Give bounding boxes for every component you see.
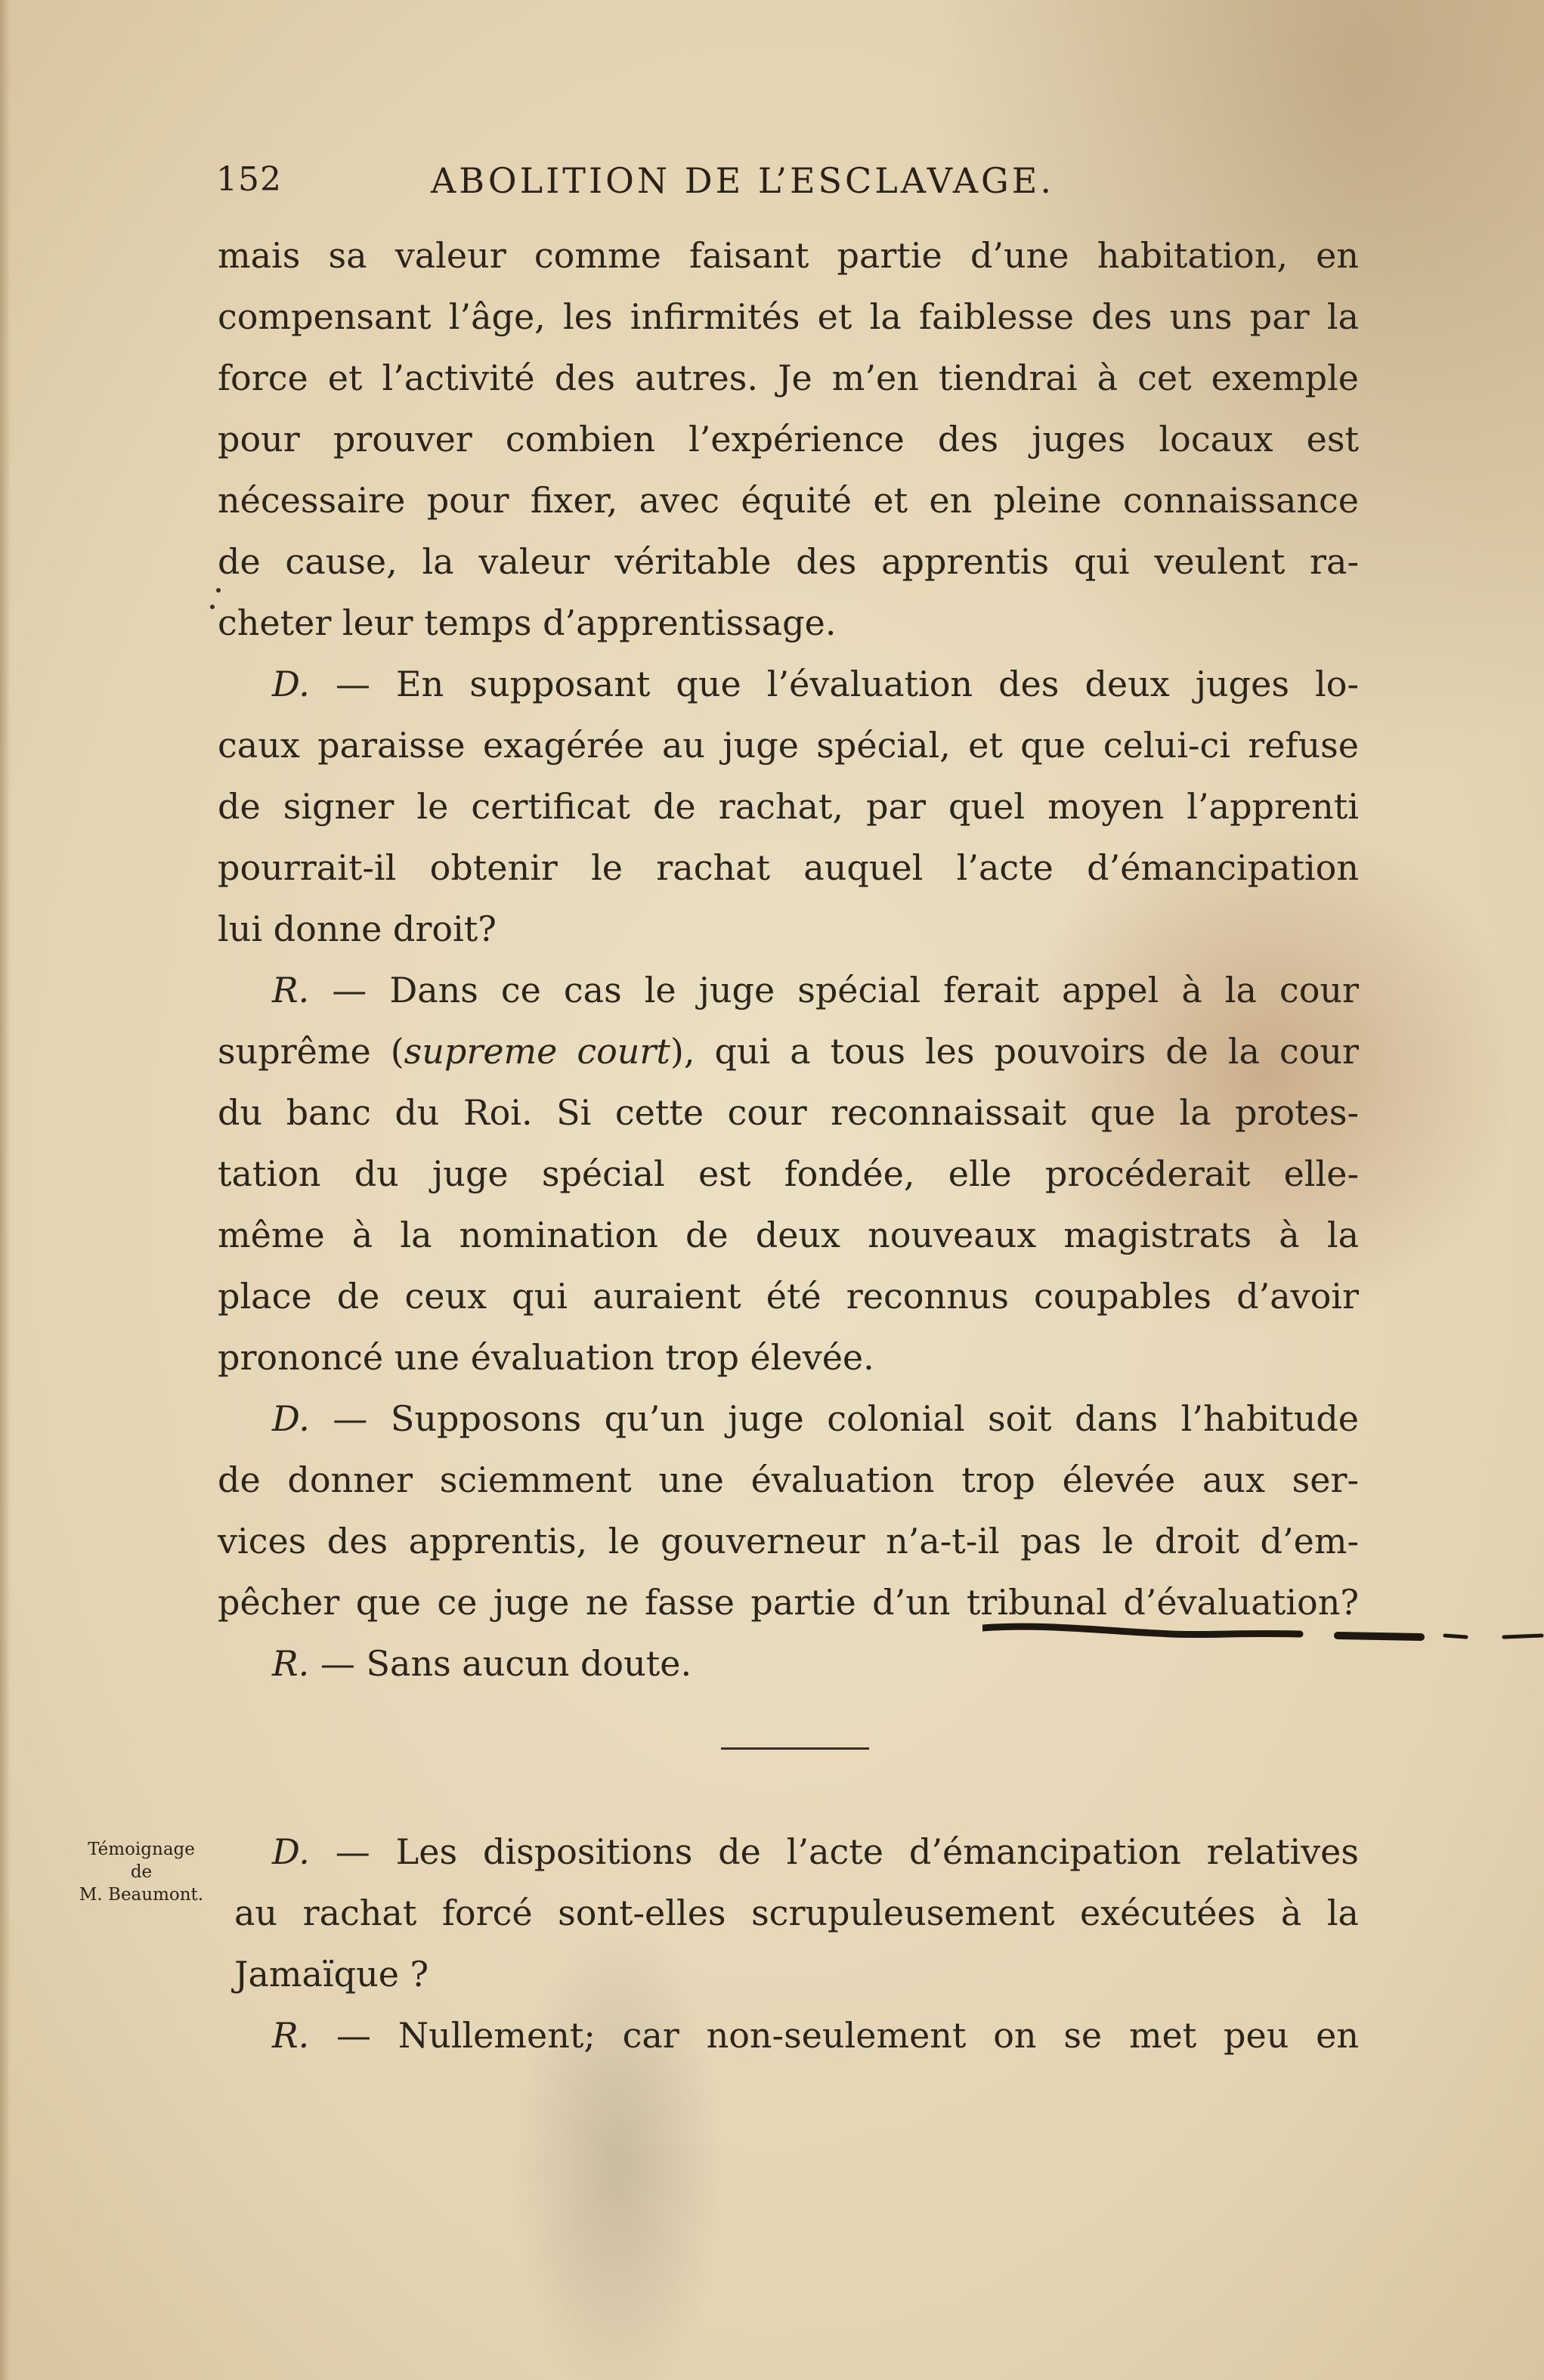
speaker-label: D. bbox=[272, 1398, 310, 1439]
body-line: de signer le certificat de rachat, par quel moyen l’apprenti bbox=[218, 786, 1359, 827]
answer-line bbox=[272, 967, 1359, 1013]
margin-note-line: Témoignage bbox=[88, 1840, 195, 1859]
question-line bbox=[272, 1396, 1359, 1441]
body-line: force et l’activité des autres. Je m’en tiendrai à cet exemple bbox=[218, 357, 1359, 398]
body-line: place de ceux qui auraient été reconnus coupables d’avoir bbox=[218, 1276, 1359, 1317]
ink-speck bbox=[216, 588, 221, 593]
body-line: caux paraisse exagérée au juge spécial, et que celui-ci refuse bbox=[218, 725, 1359, 766]
answer-text: — Sans aucun doute. bbox=[309, 1643, 692, 1684]
ink-stroke-decoration bbox=[982, 1617, 1544, 1655]
speaker-label: D. bbox=[272, 664, 310, 704]
page-number: 152 bbox=[216, 160, 282, 199]
answer-text: — Nullement; car non-seulement on se met peu en bbox=[309, 2015, 1359, 2056]
margin-note-line: de bbox=[130, 1862, 153, 1882]
body-line: Jamaïque ? bbox=[234, 1954, 429, 1995]
question-text: — Supposons qu’un juge colonial soit dans l’habitude bbox=[309, 1398, 1359, 1439]
body-line: de cause, la valeur véritable des apprentis qui veulent ra- bbox=[218, 541, 1359, 582]
body-line: pour prouver combien l’expérience des juges locaux est bbox=[218, 419, 1359, 460]
question-text: — En supposant que l’évaluation des deux juges lo- bbox=[309, 664, 1359, 704]
body-line: tation du juge spécial est fondée, elle procéderait elle- bbox=[218, 1153, 1359, 1194]
body-line bbox=[218, 1029, 1359, 1074]
running-title: ABOLITION DE L’ESCLAVAGE. bbox=[431, 160, 1054, 201]
body-line: du banc du Roi. Si cette cour reconnaissait que la protes- bbox=[218, 1092, 1359, 1133]
ink-speck bbox=[210, 605, 215, 609]
question-line bbox=[272, 1829, 1359, 1874]
body-line: au rachat forcé sont-elles scrupuleusement exécutées à la bbox=[234, 1893, 1359, 1933]
body-line: vices des apprentis, le gouverneur n’a-t-il pas le droit d’em- bbox=[218, 1521, 1359, 1561]
body-line: lui donne droit? bbox=[218, 908, 497, 949]
page-edge-shadow bbox=[0, 0, 11, 2380]
body-line: même à la nomination de deux nouveaux magistrats à la bbox=[218, 1215, 1359, 1255]
italic-term: supreme court bbox=[404, 1031, 670, 1072]
body-line: compensant l’âge, les infirmités et la faiblesse des uns par la bbox=[218, 296, 1359, 337]
margin-note-line: M. Beaumont. bbox=[79, 1885, 204, 1905]
body-line: de donner sciemment une évaluation trop élevée aux ser- bbox=[218, 1459, 1359, 1500]
line-text-after: ), qui a tous les pouvoirs de la cour bbox=[670, 1031, 1360, 1072]
body-line: nécessaire pour fixer, avec équité et en pleine connaissance bbox=[218, 480, 1359, 521]
body-line: mais sa valeur comme faisant partie d’une habitation, en bbox=[218, 235, 1359, 276]
speaker-label: R. bbox=[272, 1643, 310, 1684]
speaker-label: R. bbox=[272, 2015, 310, 2056]
body-line: cheter leur temps d’apprentissage. bbox=[218, 602, 837, 643]
answer-line bbox=[272, 2013, 1359, 2058]
body-line: pêcher que ce juge ne fasse partie d’un tribunal d’évaluation? bbox=[218, 1582, 1359, 1623]
answer-text: — Dans ce cas le juge spécial ferait appel à la cour bbox=[309, 970, 1359, 1010]
speaker-label: R. bbox=[272, 970, 310, 1010]
line-text: suprême ( bbox=[218, 1031, 404, 1072]
body-line: pourrait-il obtenir le rachat auquel l’acte d’émancipation bbox=[218, 847, 1359, 888]
body-line: prononcé une évaluation trop élevée. bbox=[218, 1337, 874, 1378]
section-divider bbox=[721, 1747, 869, 1750]
speaker-label: D. bbox=[272, 1831, 310, 1872]
question-text: — Les dispositions de l’acte d’émancipation relatives bbox=[309, 1831, 1359, 1872]
page-header bbox=[216, 160, 1184, 213]
question-line bbox=[272, 661, 1359, 707]
